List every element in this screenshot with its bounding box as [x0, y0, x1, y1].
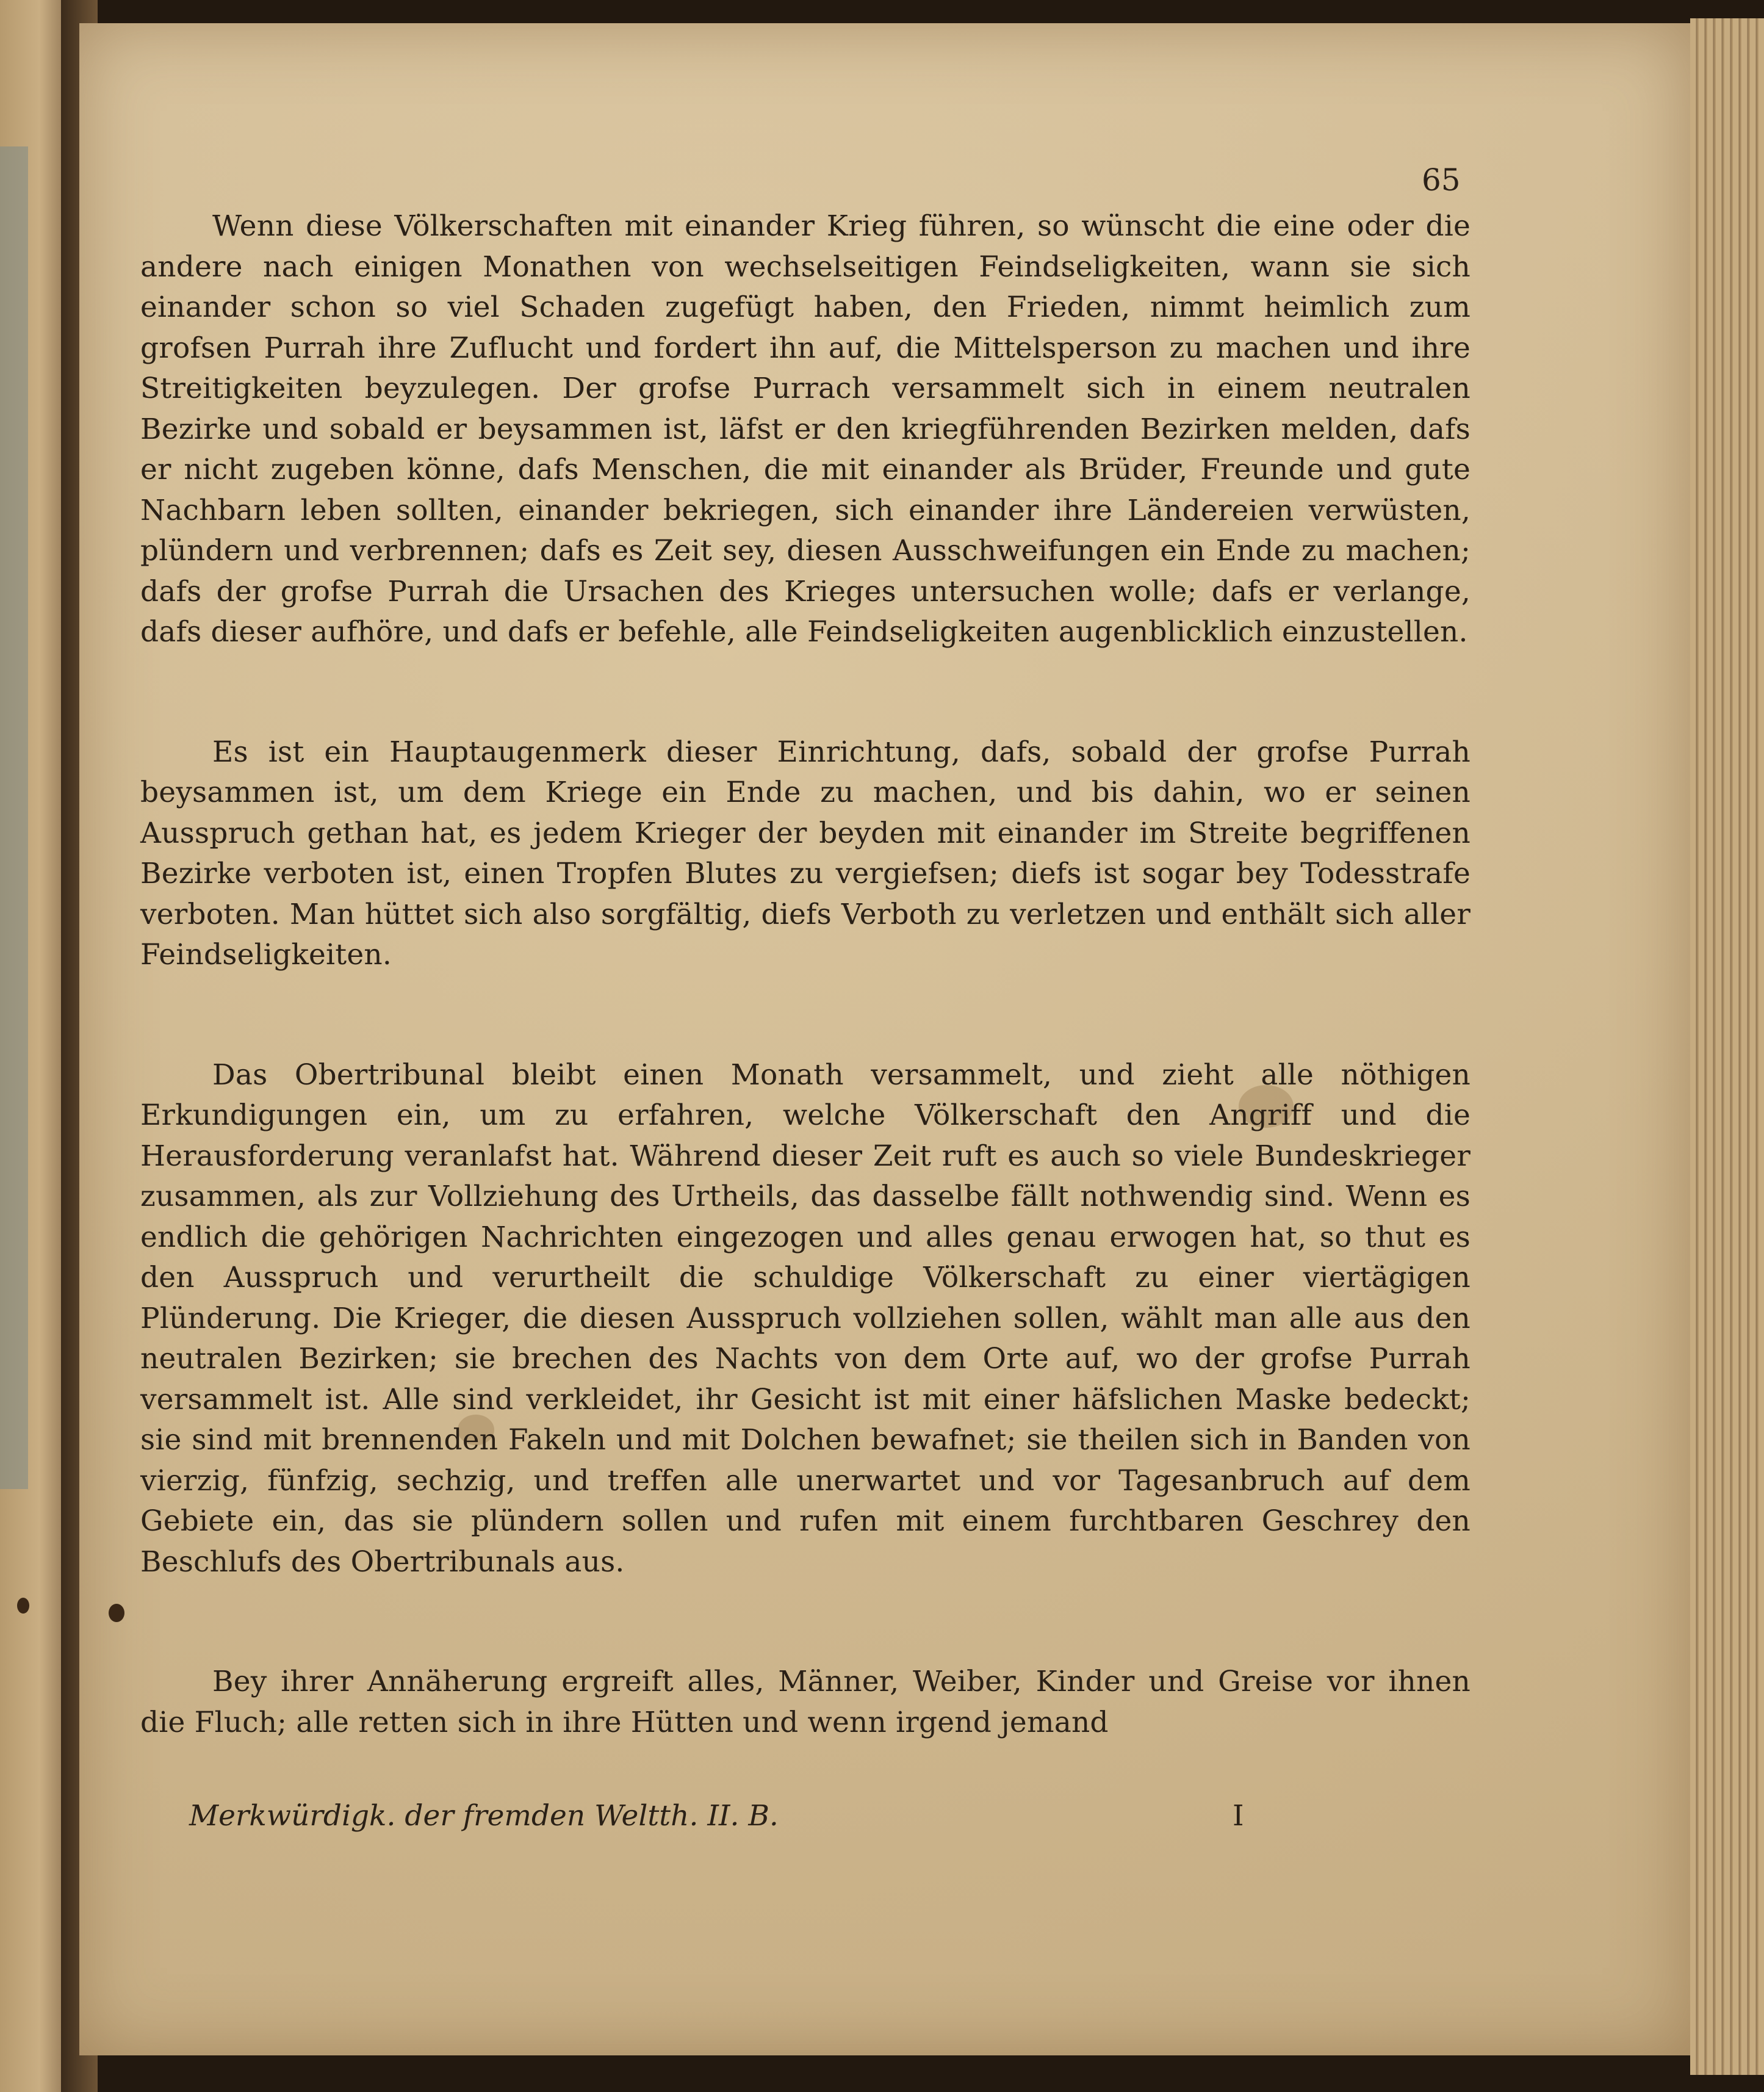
page-number: 65 [1422, 162, 1461, 198]
signature-line: Merkwürdigk. der fremden Weltth. II. B. [189, 1799, 779, 1833]
paragraph: Wenn diese Völkerschaften mit einander Krieg führen, so wünscht die eine oder die andere nach einigen Monathen von wechselseitigen Feindseligkeiten, wann sie sich einander schon so viel Schaden zugefügt haben, den Frieden, nimmt heimlich zum grofsen Purrah ihre Zuflucht und fordert ihn auf, die Mittelsperson zu machen und ihre Streitigkeiten beyzulegen. Der grofse Purrach versammelt sich in einem neutralen Bezirke und sobald er beysammen ist, läfst er den kriegführenden Bezirken melden, dafs er nicht zugeben könne, dafs Menschen, die mit einander als Brüder, Freunde und gute Nachbarn leben sollten, einander bekriegen, sich einander ihre Ländereien verwüsten, plündern und verbrennen; dafs es Zeit sey, diesen Ausschweifungen ein Ende zu machen; dafs der grofse Purrah die Ursachen des Krieges untersuchen wolle; dafs er verlange, dafs dieser aufhöre, und dafs er befehle, alle Feindseligkeiten augenblicklich einzustellen. [140, 209, 1471, 649]
paragraph: Das Obertribunal bleibt einen Monath versammelt, und zieht alle nöthigen Erkundigungen ein, um zu erfahren, welche Völkerschaft den Angriff und die Herausforderung veranlafst hat. Während dieser Zeit ruft es auch so viele Bundeskrieger zusammen, als zur Vollziehung des Urtheils, das dasselbe fällt nothwendig sind. Wenn es endlich die gehörigen Nachrichten eingezogen und alles genau erwogen hat, so thut es den Ausspruch und verurtheilt die schuldige Völkerschaft zu einer viertägigen Plünderung. Die Krieger, die diesen Ausspruch vollziehen sollen, wählt man alle aus den neutralen Bezirken; sie brechen des Nachts von dem Orte auf, wo der grofse Purrah versammelt ist. Alle sind verkleidet, ihr Gesicht ist mit einer häfslichen Maske bedeckt; sie sind mit brennenden Fakeln und mit Dolchen bewafnet; sie theilen sich in Banden von vierzig, fünfzig, sechzig, und treffen alle unerwartet und vor Tagesanbruch auf dem Gebiete ein, das sie plündern sollen und rufen mit einem furchtbaren Geschrey den Beschlufs des Obertribunals aus. [140, 1058, 1471, 1579]
previous-page-discoloration [0, 146, 28, 1489]
book-page [79, 23, 1690, 2055]
ink-blot [109, 1604, 124, 1622]
paragraph: Es ist ein Hauptaugenmerk dieser Einrichtung, dafs, sobald der grofse Purrah beysammen ist, um dem Kriege ein Ende zu machen, und bis dahin, wo er seinen Ausspruch gethan hat, es jedem Krieger der beyden mit einander im Streite begriffenen Bezirke verboten ist, einen Tropfen Blutes zu vergiefsen; diefs ist sogar bey Todesstrafe verboten. Man hüttet sich also sorgfältig, diefs Verboth zu verletzen und enthält sich aller Feindseligkeiten. [140, 735, 1471, 972]
ink-blot [17, 1598, 29, 1614]
body-text [140, 206, 1471, 1743]
page-stack-edges [1690, 18, 1764, 2075]
paragraph: Bey ihrer Annäherung ergreift alles, Männer, Weiber, Kinder und Greise vor ihnen die Fluch; alle retten sich in ihre Hütten und wenn irgend jemand [140, 1665, 1471, 1739]
sheet-mark: I [1233, 1799, 1244, 1833]
